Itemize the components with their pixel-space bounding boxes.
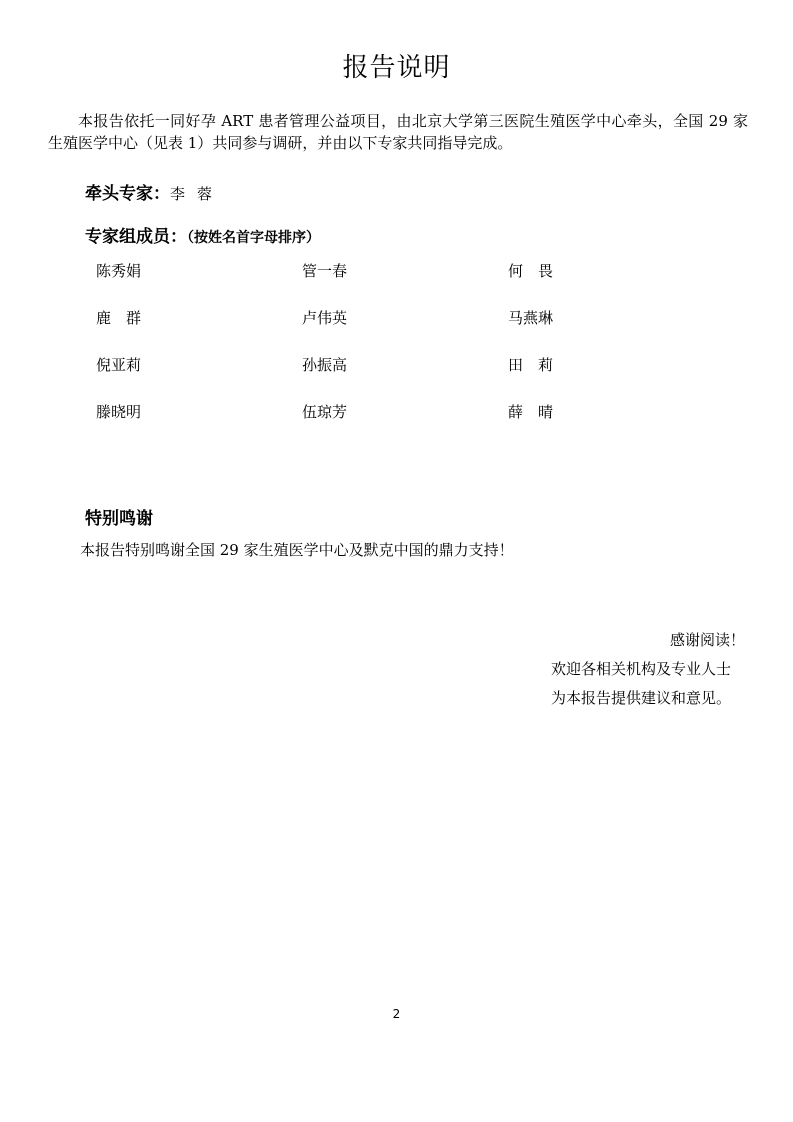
members-sort-note: （按姓名首字母排序）: [187, 230, 320, 246]
thanks-text: 本报告特别鸣谢全国 29 家生殖医学中心及默克中国的鼎力支持！: [80, 541, 514, 559]
member-name: 马燕琳: [508, 309, 554, 327]
member-name: 倪亚莉: [96, 356, 142, 374]
closing-line-welcome: 欢迎各相关机构及专业人士: [551, 660, 732, 678]
member-name: 伍琼芳: [302, 403, 348, 421]
member-name: 滕晓明: [96, 403, 142, 421]
member-name: 何 畏: [508, 262, 554, 280]
member-name: 薛 晴: [508, 403, 554, 421]
member-name: 管一春: [302, 262, 348, 280]
thanks-heading: 特别鸣谢: [85, 509, 153, 529]
intro-paragraph: 本报告依托一同好孕 ART 患者管理公益项目，由北京大学第三医院生殖医学中心牵头，全国 29 家生殖医学中心（见表 1）共同参与调研，并由以下专家共同指导完成。: [48, 112, 748, 152]
member-name: 田 莉: [508, 356, 554, 374]
lead-experts-label: 牵头专家：: [85, 184, 170, 204]
closing-line-thanks: 感谢阅读！: [669, 631, 745, 649]
members-label: 专家组成员：: [85, 227, 187, 247]
closing-remarks: [485, 626, 745, 713]
closing-line-feedback: 为本报告提供建议和意见。: [551, 689, 732, 707]
members-heading: [85, 223, 320, 252]
member-name: 孙振高: [302, 356, 348, 374]
lead-expert-name: 李蓉: [170, 185, 225, 203]
page-title: 报告说明: [342, 53, 451, 83]
members-grid: [96, 258, 716, 446]
page-number: 2: [392, 1007, 401, 1021]
lead-experts: [85, 180, 224, 208]
member-name: 鹿 群: [96, 309, 142, 327]
member-name: 陈秀娟: [96, 262, 142, 280]
member-name: 卢伟英: [302, 309, 348, 327]
